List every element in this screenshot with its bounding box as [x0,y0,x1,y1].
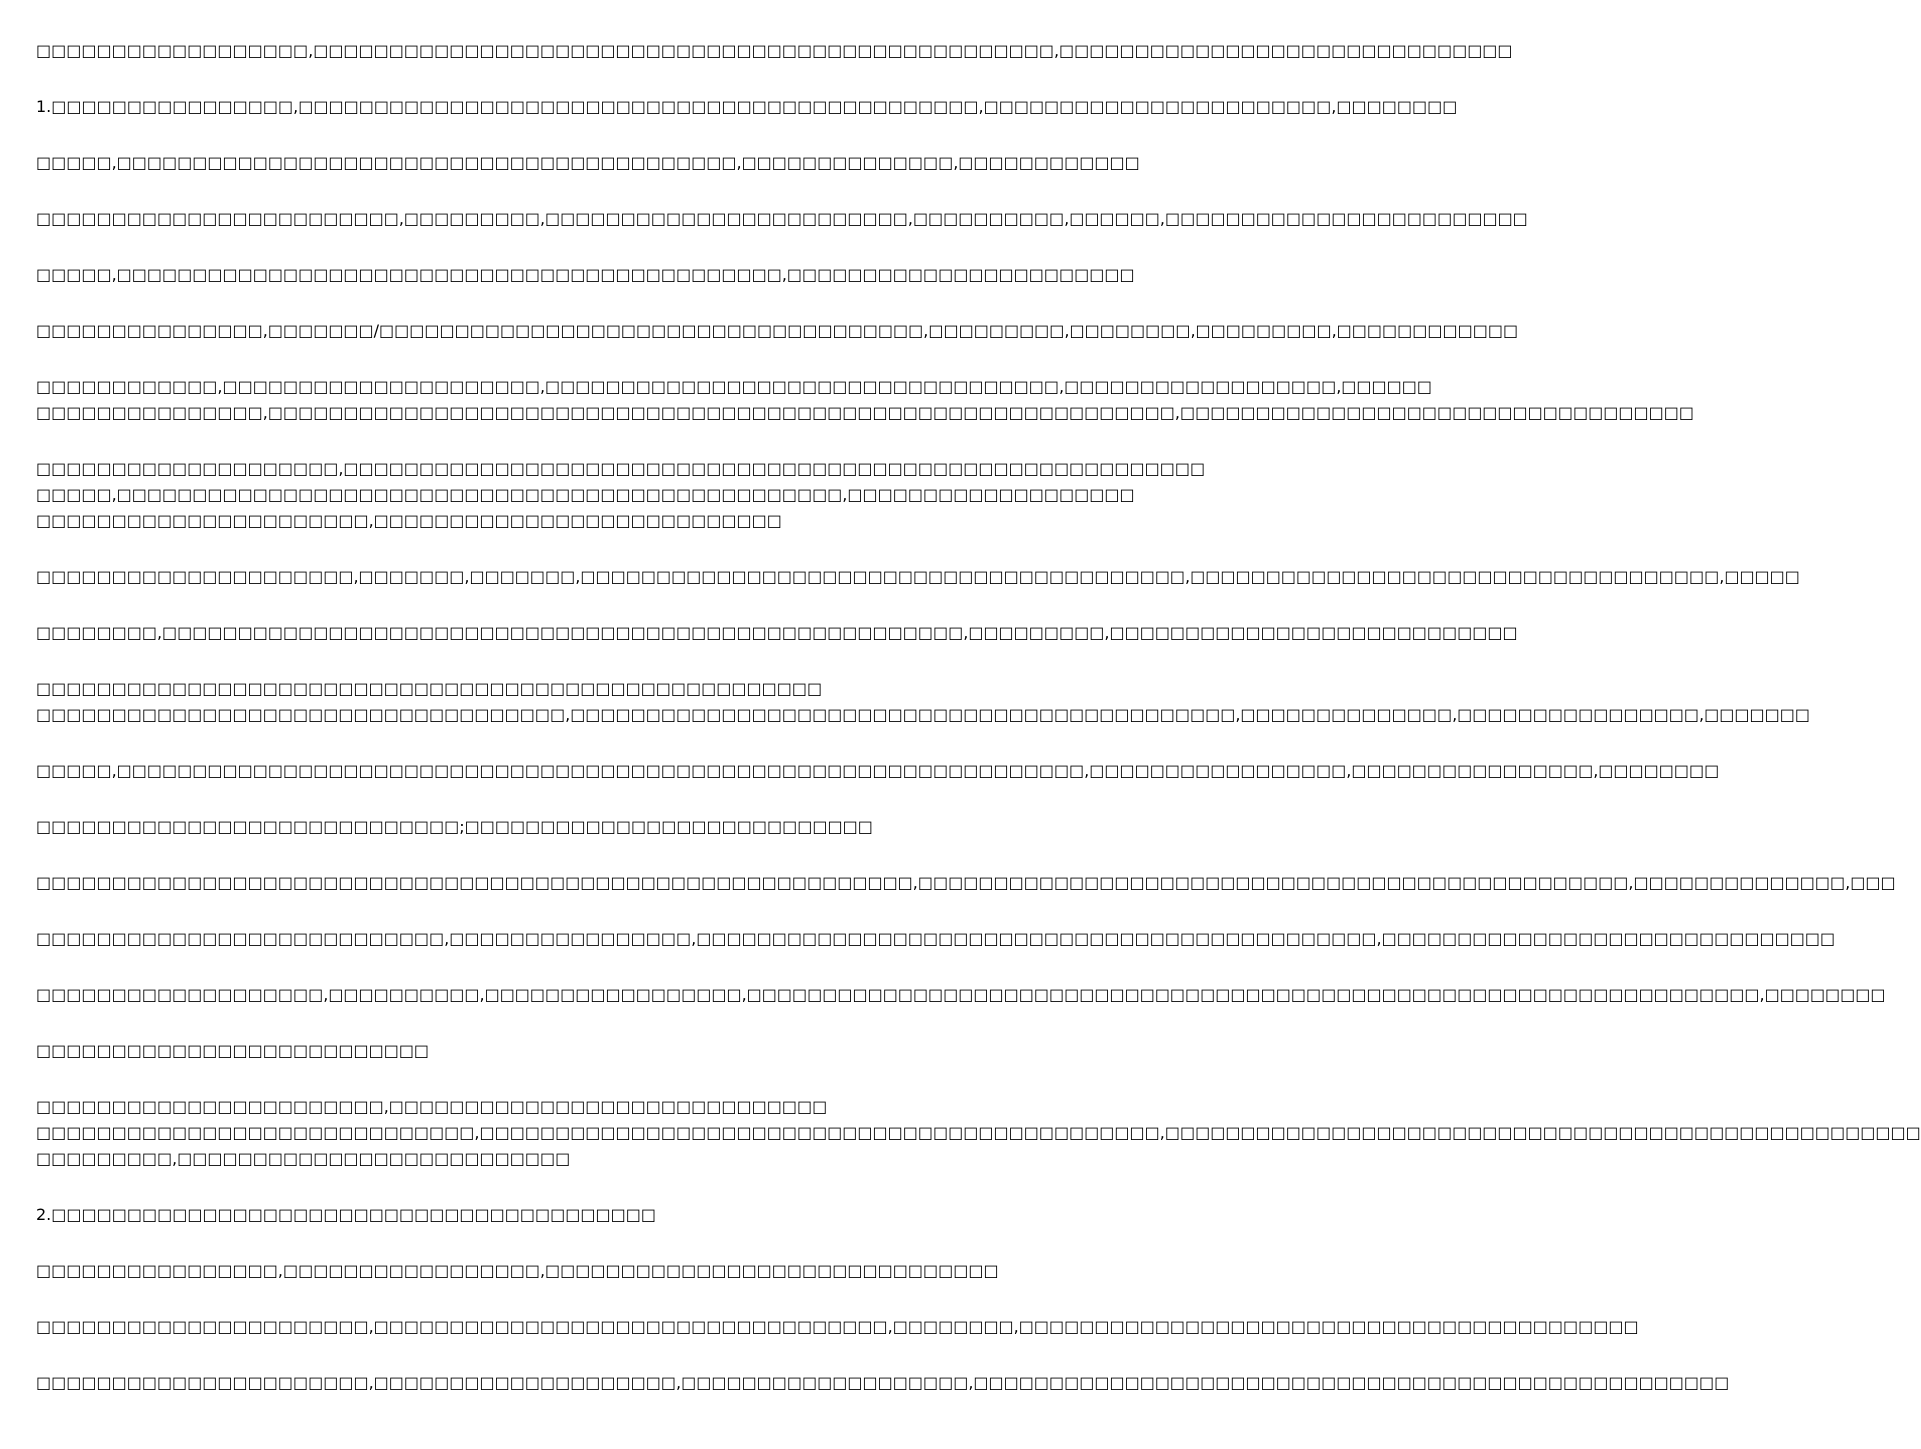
paragraph [36,676,1810,728]
paragraph [36,38,1513,64]
paragraph [36,926,1836,952]
text-line: □□□□□□□□□□□□□□□□,□□□□□□□□□□□□□□□□□,□□□□□□□□□□□□□□□□□□□□□□□□□□□□□□ [36,1261,999,1280]
text-line: □□□□□□□□□□□□□□□□□□□□□□□□□□□□□,□□□□□□□□□□□□□□□□□□□□□□□□□□□□□□□□□□□□□□□□□□□□□,□□□□□□□□□□□□□□□□□□□□□□□□□□□□□□□□□□□□□□□□□□□□□□□□□□ [36,1123,1921,1142]
paragraph [36,456,1206,534]
text-line: □□□□□□□□,□□□□□□□□□□□□□□□□□□□□□□□□□□□□□□□□□□□□□□□□□□□□□□□□□□□□□,□□□□□□□□□,□□□□□□□□□□□□□□□□□□□□□□□□□□□ [36,623,1518,642]
text-line: □□□□□□□□□□□□□□□□□□,□□□□□□□□□□□□□□□□□□□□□□□□□□□□□□□□□□□□□□□□□□□□□□□□□,□□□□□□□□□□□□□□□□□□□□□□□□□□□□□□ [36,41,1513,60]
paragraph [36,206,1528,232]
paragraph [36,870,1896,896]
paragraph [36,1258,999,1284]
paragraph [36,758,1720,784]
text-line: □□□□□□□□□□□□□□□□□□□□□,□□□□□□□,□□□□□□□,□□□□□□□□□□□□□□□□□□□□□□□□□□□□□□□□□□□□□□□□,□□□□□□□□□□□□□□□□□□□□□□□□□□□□□□□□□□□,□□□□□ [36,567,1800,586]
paragraph [36,1314,1639,1340]
text-line: □□□□□□□□□□□□□□□□□□□□□□□□□□□□□□□□□□□□□□□□□□□□□□□□□□□□ [36,679,823,698]
text-line: 1.□□□□□□□□□□□□□□□□,□□□□□□□□□□□□□□□□□□□□□□□□□□□□□□□□□□□□□□□□□□□□□,□□□□□□□□□□□□□□□□□□□□□□□,□□□□□□□□ [36,97,1458,116]
paragraph [36,262,1135,288]
text-line: □□□□□□□□□□□□□□□□□□□□□□,□□□□□□□□□□□□□□□□□□□□□□□□□□□ [36,511,782,530]
paragraph [36,564,1800,590]
text-line: □□□□□□□□□,□□□□□□□□□□□□□□□□□□□□□□□□□□ [36,1149,571,1168]
text-line: □□□□□□□□□□□□□□□□□□□□□□□□□□ [36,1041,430,1060]
paragraph [36,374,1694,426]
text-line: □□□□□,□□□□□□□□□□□□□□□□□□□□□□□□□□□□□□□□□□□□□□□□□□□□□□□□,□□□□□□□□□□□□□□□□□□□ [36,485,1135,504]
paragraph [36,94,1458,120]
text-line: □□□□□□□□□□□□□□□□□□□□□□□□□□□□□□□□□□□,□□□□□□□□□□□□□□□□□□□□□□□□□□□□□□□□□□□□□□□□□□□□,□□□□□□□□□□□□□□,□□□□□□□□□□□□□□□□,□□□□□□□ [36,705,1810,724]
text-line: □□□□□□□□□□□□□□□□□□□□□□□□□□□,□□□□□□□□□□□□□□□□,□□□□□□□□□□□□□□□□□□□□□□□□□□□□□□□□□□□□□□□□□□□□□,□□□□□□□□□□□□□□□□□□□□□□□□□□□□□□ [36,929,1836,948]
paragraph [36,1038,990,1064]
paragraph [36,814,990,840]
text-line: □□□□□□□□□□□□,□□□□□□□□□□□□□□□□□□□□□,□□□□□□□□□□□□□□□□□□□□□□□□□□□□□□□□□□,□□□□□□□□□□□□□□□□□□,□□□□□□ [36,377,1433,396]
text-line: □□□□□□□□□□□□□□□,□□□□□□□/□□□□□□□□□□□□□□□□□□□□□□□□□□□□□□□□□□□□,□□□□□□□□□,□□□□□□□□,□□□□□□□□□,□□□□□□□□□□□□ [36,321,1519,340]
text-line: □□□□□□□□□□□□□□□□□□□□□□□,□□□□□□□□□□□□□□□□□□□□□□□□□□□□□ [36,1097,828,1116]
paragraph [36,1370,1730,1396]
text-line: 2.□□□□□□□□□□□□□□□□□□□□□□□□□□□□□□□□□□□□□□□□ [36,1205,656,1224]
paragraph [36,318,1519,344]
text-line: □□□□□□□□□□□□□□□□□□□□,□□□□□□□□□□□□□□□□□□□□□□□□□□□□□□□□□□□□□□□□□□□□□□□□□□□□□□□□□ [36,459,1206,478]
text-line: □□□□□□□□□□□□□□□□□□□□□□,□□□□□□□□□□□□□□□□□□□□□□□□□□□□□□□□□□,□□□□□□□□,□□□□□□□□□□□□□□□□□□□□□□□□□□□□□□□□□□□□□□□□□ [36,1317,1639,1336]
text-line: □□□□□,□□□□□□□□□□□□□□□□□□□□□□□□□□□□□□□□□□□□□□□□□□□□□□□□□□□□□□□□□□□□□□□□,□□□□□□□□□□□□□□□□□,□□□□□□□□□□□□□□□□,□□□□□□□□ [36,761,1720,780]
text-line: □□□□□,□□□□□□□□□□□□□□□□□□□□□□□□□□□□□□□□□□□□□□□□□□□□,□□□□□□□□□□□□□□□□□□□□□□□ [36,265,1135,284]
paragraph [36,982,1886,1008]
text-line: □□□□□□□□□□□□□□□,□□□□□□□□□□□□□□□□□□□□□□□□□□□□□□□□□□□□□□□□□□□□□□□□□□□□□□□□□□□□,□□□□□□□□□□□□□□□□□□□□□□□□□□□□□□□□□□ [36,403,1694,422]
paragraph [36,1094,1921,1172]
paragraph [36,150,1140,176]
text-line: □□□□□□□□□□□□□□□□□□□□□□□□□□□□□□□□□□□□□□□□□□□□□□□□□□□□□□□□□□,□□□□□□□□□□□□□□□□□□□□□□□□□□□□□□□□□□□□□□□□□□□□□□□,□□□□□□□□□□□□□□,□□□ [36,873,1896,892]
document-page [36,38,1921,1426]
text-line: □□□□□□□□□□□□□□□□□□□□□□□□□□□□;□□□□□□□□□□□□□□□□□□□□□□□□□□□ [36,817,873,836]
text-line: □□□□□□□□□□□□□□□□□□□,□□□□□□□□□□,□□□□□□□□□□□□□□□□□,□□□□□□□□□□□□□□□□□□□□□□□□□□□□□□□□□□□□□□□□□□□□□□□□□□□□□□□□□□□□□□□□□□□,□□□□□□□□ [36,985,1886,1004]
text-line: □□□□□□□□□□□□□□□□□□□□□□,□□□□□□□□□□□□□□□□□□□□,□□□□□□□□□□□□□□□□□□□,□□□□□□□□□□□□□□□□□□□□□□□□□□□□□□□□□□□□□□□□□□□□□□□□□□ [36,1373,1730,1392]
text-line: □□□□□,□□□□□□□□□□□□□□□□□□□□□□□□□□□□□□□□□□□□□□□□□,□□□□□□□□□□□□□□,□□□□□□□□□□□□ [36,153,1140,172]
text-line: □□□□□□□□□□□□□□□□□□□□□□□□,□□□□□□□□□,□□□□□□□□□□□□□□□□□□□□□□□□,□□□□□□□□□□,□□□□□□,□□□□□□□□□□□□□□□□□□□□□□□□ [36,209,1528,228]
paragraph [36,1202,990,1228]
paragraph [36,620,1518,646]
